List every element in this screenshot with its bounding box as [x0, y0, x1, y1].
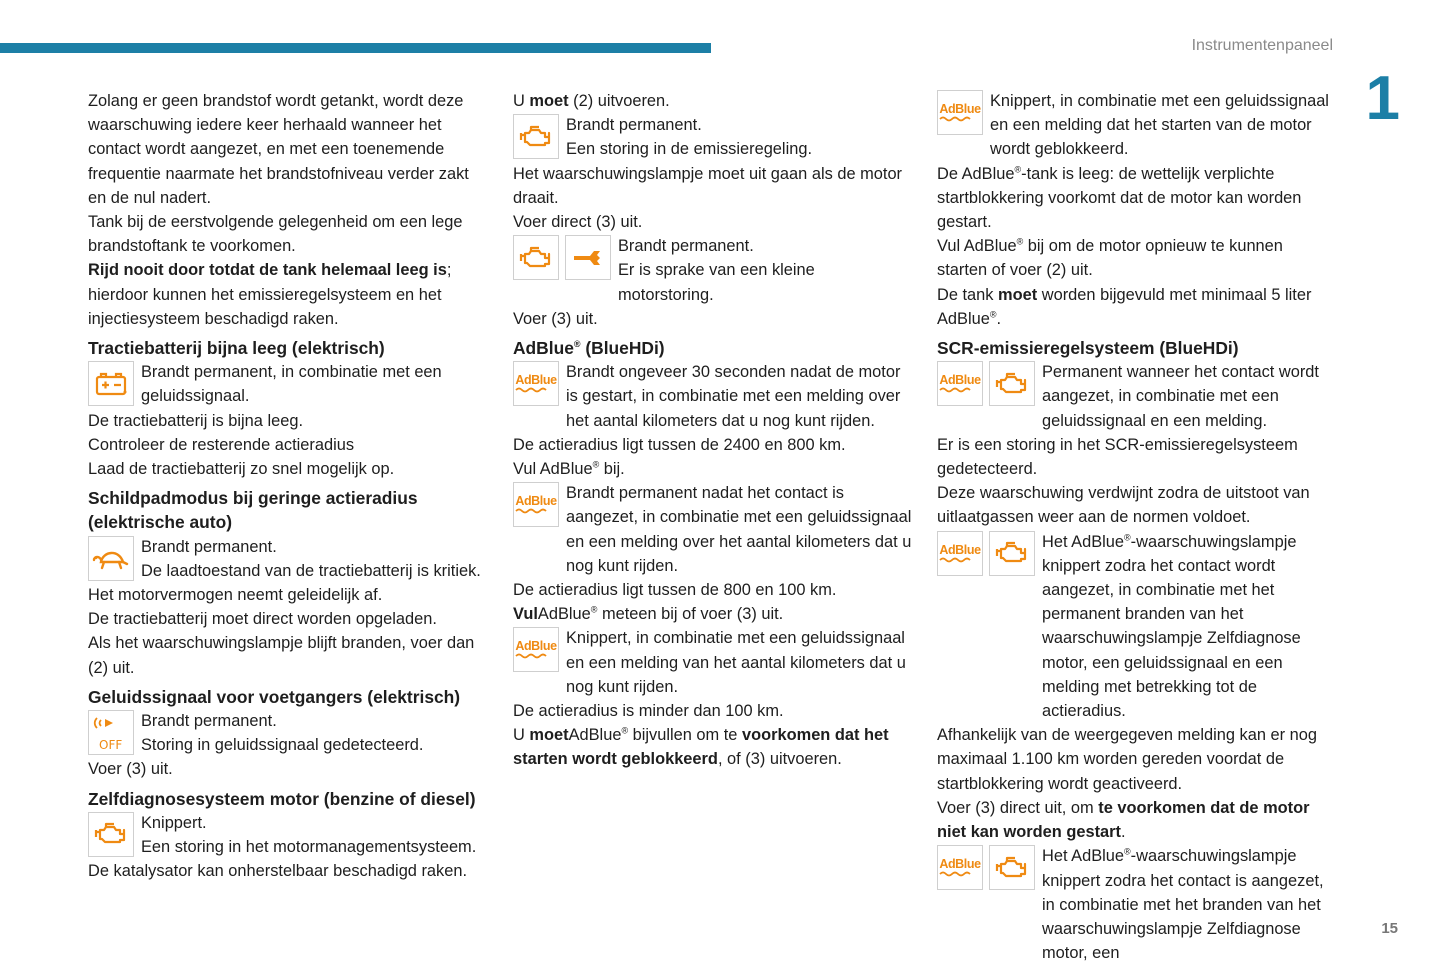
section-title: Schildpadmodus bij geringe actieradius (elektrische auto): [88, 488, 418, 533]
section-title: Tractiebatterij bijna leeg (elektrisch): [88, 338, 385, 359]
warning-entry: Brandt permanent. Een storing in de emissieregeling.: [513, 113, 913, 161]
section-title: AdBlue® (BlueHDi): [513, 338, 665, 359]
warning-entry: AdBlue Permanent wanneer het contact wordt aangezet, in combinatie met een geluidssignaal en een melding.: [937, 360, 1337, 433]
adblue-icon: AdBlue: [937, 361, 983, 406]
page-number: 15: [1381, 920, 1398, 937]
paragraph: Tank bij de eerstvolgende gelegenheid om een lege brandstoftank te voorkomen.: [88, 213, 463, 256]
paragraph: U moet (2) uitvoeren.: [513, 92, 670, 110]
icon-text: OFF: [99, 737, 123, 752]
paragraph: Er is een storing in het SCR-emissieregelsysteem gedetecteerd.: [937, 435, 1298, 479]
paragraph: De katalysator kan onherstelbaar beschadigd raken.: [88, 862, 468, 881]
paragraph: Voer (3) uit.: [513, 309, 598, 328]
adblue-icon: AdBlue: [513, 361, 559, 406]
warning-entry: Knippert. Een storing in het motormanagementsysteem.: [88, 811, 488, 859]
paragraph: De actieradius is minder dan 100 km.: [513, 702, 784, 721]
paragraph: Als het waarschuwingslampje blijft branden, voer dan (2) uit.: [88, 634, 475, 677]
engine-icon: [513, 114, 559, 159]
paragraph: De tractiebatterij moet direct worden opgeladen.: [88, 610, 437, 629]
battery-icon: [88, 361, 134, 406]
paragraph: De AdBlue®-tank is leeg: de wettelijk verplichte startblokkering voorkomt dat de motor kan worden gestart.: [937, 164, 1302, 232]
chapter-number: 1: [1365, 64, 1400, 133]
paragraph: Controleer de resterende actieradius: [88, 435, 355, 454]
engine-icon: [513, 235, 559, 280]
bold-text: Rijd nooit door totdat de tank helemaal leeg is: [88, 261, 447, 280]
paragraph: De actieradius ligt tussen de 800 en 100 km.: [513, 581, 837, 600]
warning-entry: AdBlue Knippert, in combinatie met een geluidssignaal en een melding van het aantal kilometers dat u nog kunt rijden.: [513, 626, 913, 699]
paragraph: De actieradius ligt tussen de 2400 en 800 km.: [513, 435, 846, 454]
warning-entry: AdBlue Het AdBlue®-waarschuwingslampje knippert zodra het contact wordt aangezet, in combinatie met het permanent branden van het waarschuwingslampje Zelfdiagnose motor, een geluidssignaal en een melding met betrekking tot de actieradius.: [937, 530, 1337, 724]
column-1: [88, 89, 488, 884]
warning-entry: AdBlue Het AdBlue®-waarschuwingslampje knippert zodra het contact is aangezet, in combinatie met het branden van het waarschuwingslampje Zelfdiagnose motor, een: [937, 844, 1337, 965]
paragraph: Vul AdBlue® bij om de motor opnieuw te kunnen starten of voer (2) uit.: [937, 236, 1283, 280]
paragraph: Vul AdBlue® bij.: [513, 459, 625, 479]
paragraph: Laad de tractiebatterij zo snel mogelijk op.: [88, 460, 395, 479]
adblue-icon: AdBlue: [937, 90, 983, 135]
paragraph: Het motorvermogen neemt geleidelijk af.: [88, 586, 383, 605]
engine-icon: [88, 812, 134, 857]
paragraph: Voer (3) uit.: [88, 760, 173, 779]
paragraph: Zolang er geen brandstof wordt getankt, wordt deze waarschuwing iedere keer herhaald wanneer het contact wordt aangezet, en met een toenemende frequentie naarmate het brandstofniveau verder zakt en de nul nadert.: [88, 92, 469, 207]
paragraph: Afhankelijk van de weergegeven melding kan er nog maximaal 1.100 km worden gereden voordat de startblokkering wordt geactiveerd.: [937, 726, 1317, 793]
section-title: SCR-emissieregelsysteem (BlueHDi): [937, 338, 1239, 359]
warning-entry: Brandt permanent. Er is sprake van een kleine motorstoring.: [513, 234, 913, 307]
engine-icon: [989, 531, 1035, 576]
paragraph: Deze waarschuwing verdwijnt zodra de uitstoot van uitlaatgassen weer aan de normen voldoet.: [937, 484, 1310, 527]
adblue-icon: AdBlue: [937, 845, 983, 890]
warning-entry: AdBlue Brandt permanent nadat het contact is aangezet, in combinatie met een geluidssignaal en een melding over het aantal kilometers dat u nog kunt rijden.: [513, 481, 913, 578]
wrench-icon: [565, 235, 611, 280]
warning-entry: AdBlue Brandt ongeveer 30 seconden nadat de motor is gestart, in combinatie met een melding over het aantal kilometers dat u nog kunt rijden.: [513, 360, 913, 433]
section-title: Geluidssignaal voor voetgangers (elektrisch): [88, 686, 461, 707]
adblue-icon: AdBlue: [513, 627, 559, 672]
column-2: [513, 89, 913, 772]
engine-icon: [989, 361, 1035, 406]
paragraph: Voer (3) direct uit, om te voorkomen dat de motor niet kan worden gestart.: [937, 798, 1310, 842]
warning-entry: Brandt permanent, in combinatie met een geluidssignaal.: [88, 360, 488, 408]
paragraph: Het waarschuwingslampje moet uit gaan als de motor draait.: [513, 164, 903, 207]
turtle-icon: [88, 536, 134, 581]
paragraph: Voer direct (3) uit.: [513, 213, 643, 232]
header-accent-bar: [0, 43, 711, 53]
warning-entry: OFF Brandt permanent. Storing in geluidssignaal gedetecteerd.: [88, 709, 488, 757]
warning-entry: AdBlue Knippert, in combinatie met een geluidssignaal en een melding dat het starten van de motor wordt geblokkeerd.: [937, 89, 1337, 162]
adblue-icon: AdBlue: [513, 482, 559, 527]
pedestrian-sound-off-icon: [88, 710, 134, 755]
engine-icon: [989, 845, 1035, 890]
paragraph: De tank moet worden bijgevuld met minimaal 5 liter AdBlue®.: [937, 285, 1312, 328]
paragraph: Rijd nooit door totdat de tank helemaal leeg is; hierdoor kunnen het emissieregelsysteem en het injectiesysteem beschadigd raken.: [88, 261, 452, 328]
column-3: [937, 89, 1337, 965]
running-header: Instrumentenpaneel: [1191, 37, 1333, 54]
paragraph: U moetAdBlue® bijvullen om te voorkomen dat het starten wordt geblokkeerd, of (3) uitvoeren.: [513, 725, 889, 769]
adblue-icon: AdBlue: [937, 531, 983, 576]
section-title: Zelfdiagnosesysteem motor (benzine of diesel): [88, 788, 476, 809]
paragraph: De tractiebatterij is bijna leeg.: [88, 411, 304, 430]
warning-entry: Brandt permanent. De laadtoestand van de tractiebatterij is kritiek.: [88, 535, 488, 583]
paragraph: VulAdBlue® meteen bij of voer (3) uit.: [513, 604, 784, 624]
